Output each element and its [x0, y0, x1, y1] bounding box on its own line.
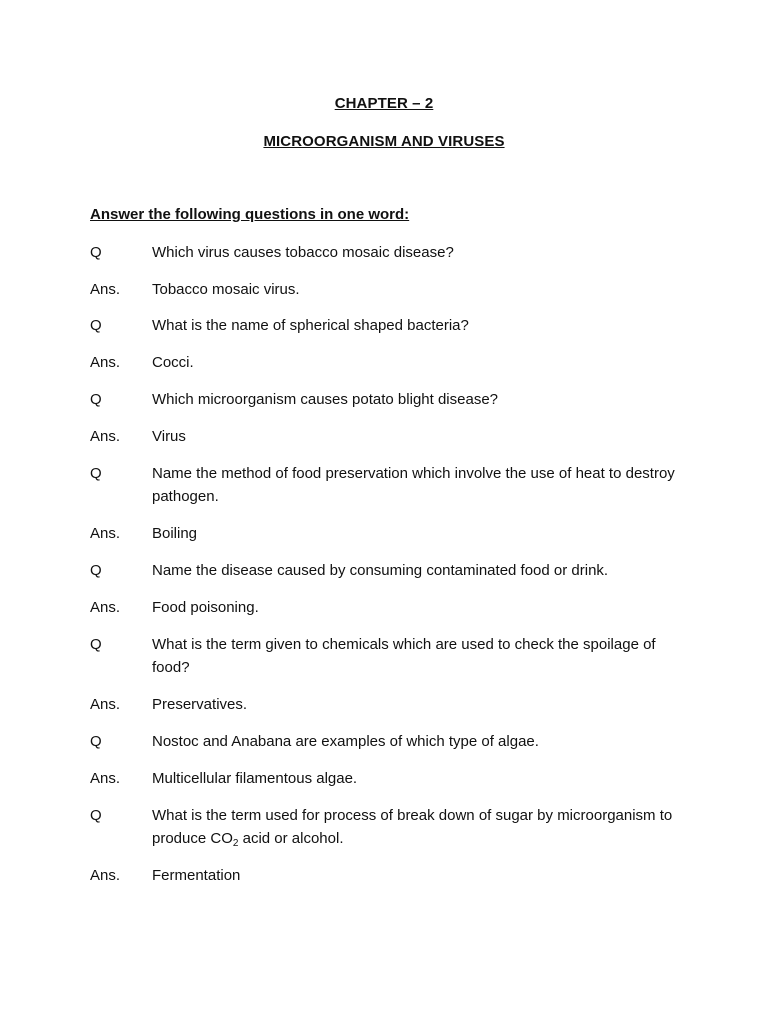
instruction-text: Answer the following questions in one word:	[90, 206, 410, 223]
question-text: Which virus causes tobacco mosaic disease?	[152, 244, 454, 261]
answer-text: Preservatives.	[152, 696, 248, 713]
answer-label: Ans.	[90, 428, 121, 445]
answer-label: Ans.	[90, 599, 121, 616]
answer-text: Virus	[152, 428, 186, 445]
answer-label: Ans.	[90, 525, 121, 542]
question-text-part: What is the term used for process of break down of sugar by microorganism to produce CO	[152, 807, 673, 847]
question-label: Q	[90, 391, 102, 408]
question-label: Q	[90, 244, 102, 261]
answer-text: Tobacco mosaic virus.	[152, 281, 300, 298]
question-label: Q	[90, 465, 102, 482]
answer-label: Ans.	[90, 354, 121, 371]
question-text: Which microorganism causes potato blight disease?	[152, 391, 499, 408]
answer-text: Boiling	[152, 525, 198, 542]
chapter-title: MICROORGANISM AND VIRUSES	[263, 133, 505, 150]
question-label: Q	[90, 636, 102, 653]
question-text-part: acid or alcohol.	[238, 830, 344, 847]
answer-label: Ans.	[90, 281, 121, 298]
question-text: What is the name of spherical shaped bacteria?	[152, 317, 469, 334]
question-text: Name the method of food preservation which involve the use of heat to destroy pathogen.	[152, 465, 675, 505]
question-text: Nostoc and Anabana are examples of which type of algae.	[152, 733, 539, 750]
question-text: What is the term given to chemicals which are used to check the spoilage of food?	[152, 636, 656, 676]
question-text	[152, 804, 682, 850]
question-label: Q	[90, 733, 102, 750]
answer-text: Cocci.	[152, 354, 194, 371]
question-label: Q	[90, 807, 102, 824]
answer-label: Ans.	[90, 867, 121, 884]
answer-text: Fermentation	[152, 867, 241, 884]
answer-label: Ans.	[90, 770, 121, 787]
answer-text: Food poisoning.	[152, 599, 259, 616]
question-label: Q	[90, 562, 102, 579]
question-text: Name the disease caused by consuming contaminated food or drink.	[152, 562, 609, 579]
subscript-2: 2	[232, 838, 239, 849]
answer-label: Ans.	[90, 696, 121, 713]
answer-text: Multicellular filamentous algae.	[152, 770, 358, 787]
chapter-heading: CHAPTER – 2	[334, 95, 434, 112]
question-label: Q	[90, 317, 102, 334]
